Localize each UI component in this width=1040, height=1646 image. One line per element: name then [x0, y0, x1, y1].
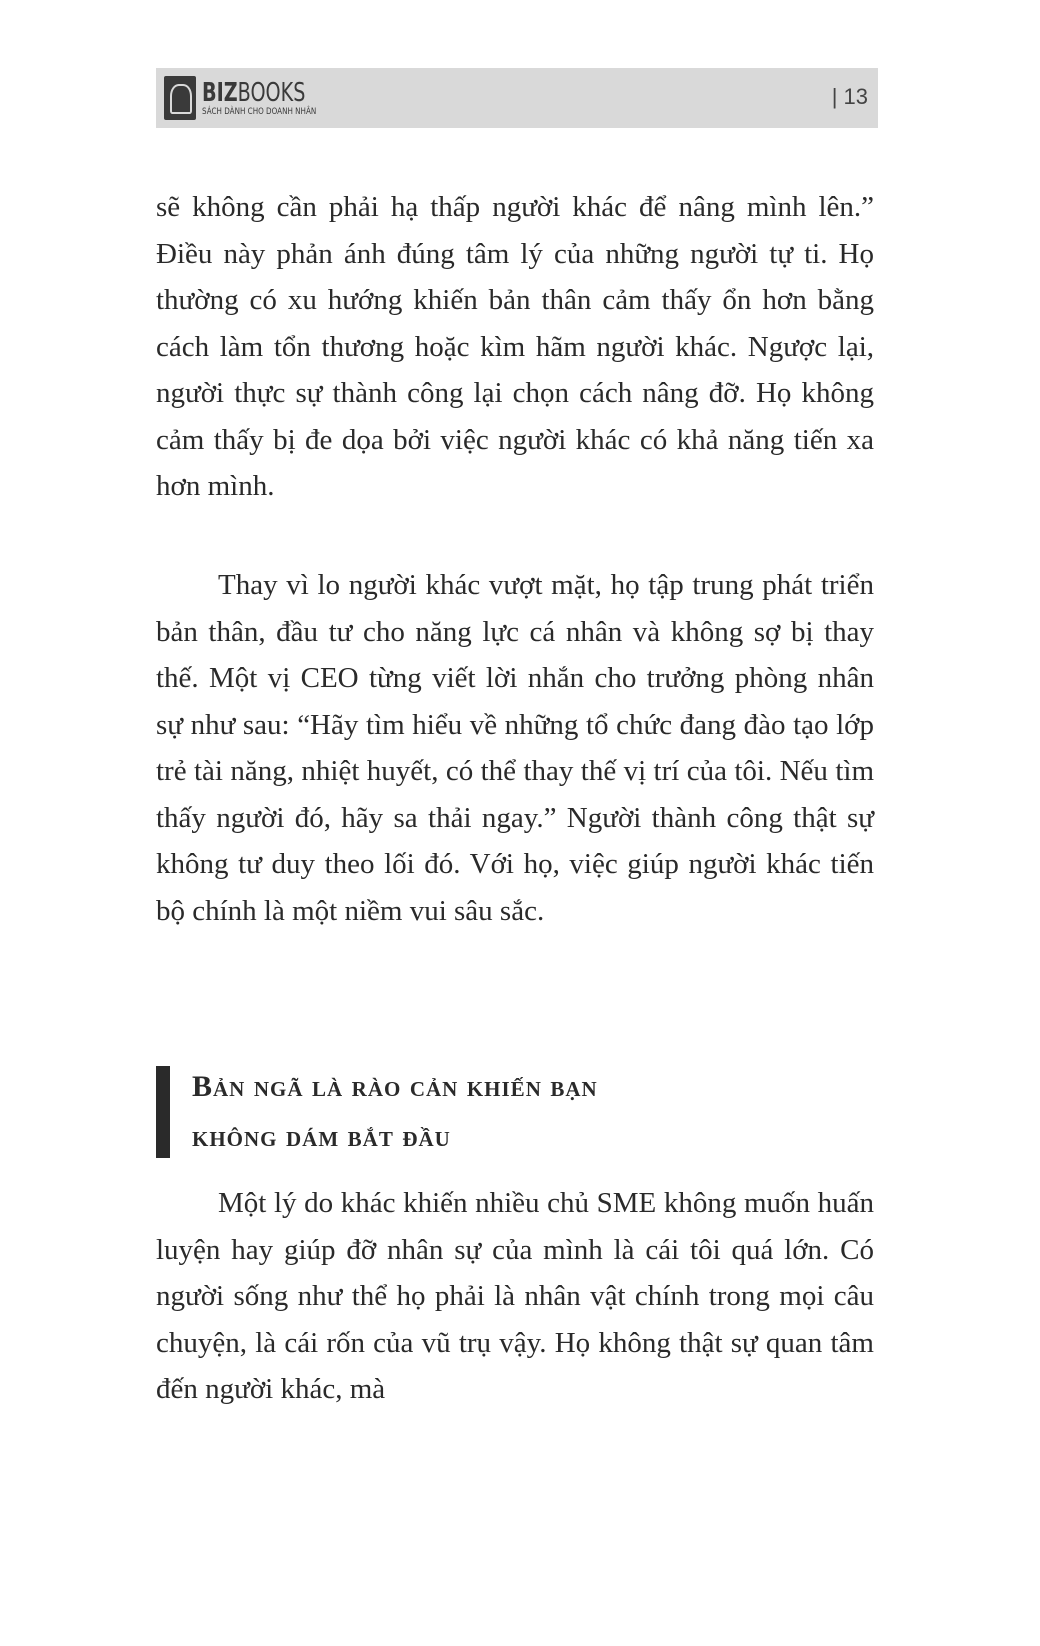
section-heading-line-2: không dám bắt đầu: [192, 1120, 451, 1153]
page-number: | 13: [831, 84, 868, 109]
running-header: [156, 68, 878, 128]
body-paragraph-3: Một lý do khác khiến nhiều chủ SME không muốn huấn luyện hay giúp đỡ nhân sự của mình là cái tôi quá lớn. Có người sống như thể họ phải là nhân vật chính trong mọi câu chuyện, là cái rốn của vũ trụ vậy. Họ không thật sự quan tâm đến người khác, mà: [156, 1187, 874, 1405]
body-paragraph-2: Thay vì lo người khác vượt mặt, họ tập trung phát triển bản thân, đầu tư cho năng lực cá nhân và không sợ bị thay thế. Một vị CEO từng viết lời nhắn cho trưởng phòng nhân sự như sau: “Hãy tìm hiểu về những tổ chức đang đào tạo lớp trẻ tài năng, nhiệt huyết, có thể thay thế vị trí của tôi. Nếu tìm thấy người đó, hãy sa thải ngay.” Người thành công thật sự không tư duy theo lối đó. Với họ, việc giúp người khác tiến bộ chính là một niềm vui sâu sắc.: [156, 569, 874, 927]
logo-emblem-icon: [164, 76, 196, 120]
logo-tagline: SÁCH DÀNH CHO DOANH NHÂN: [202, 106, 317, 117]
logo-name: BIZBOOKS: [202, 77, 306, 108]
body-paragraph-1: sẽ không cần phải hạ thấp người khác để nâng mình lên.” Điều này phản ánh đúng tâm lý của những người tự ti. Họ thường có xu hướng khiến bản thân cảm thấy ổn hơn bằng cách làm tổn thương hoặc kìm hãm người khác. Ngược lại, người thực sự thành công lại chọn cách nâng đỡ. Họ không cảm thấy bị đe dọa bởi việc người khác có khả năng tiến xa hơn mình.: [156, 191, 874, 502]
section-heading: [192, 1062, 892, 1162]
bizbooks-logo: [164, 74, 345, 122]
section-heading-line-1: Bản ngã là rào cản khiến bạn: [192, 1070, 598, 1103]
heading-marker-bar: [156, 1066, 170, 1158]
